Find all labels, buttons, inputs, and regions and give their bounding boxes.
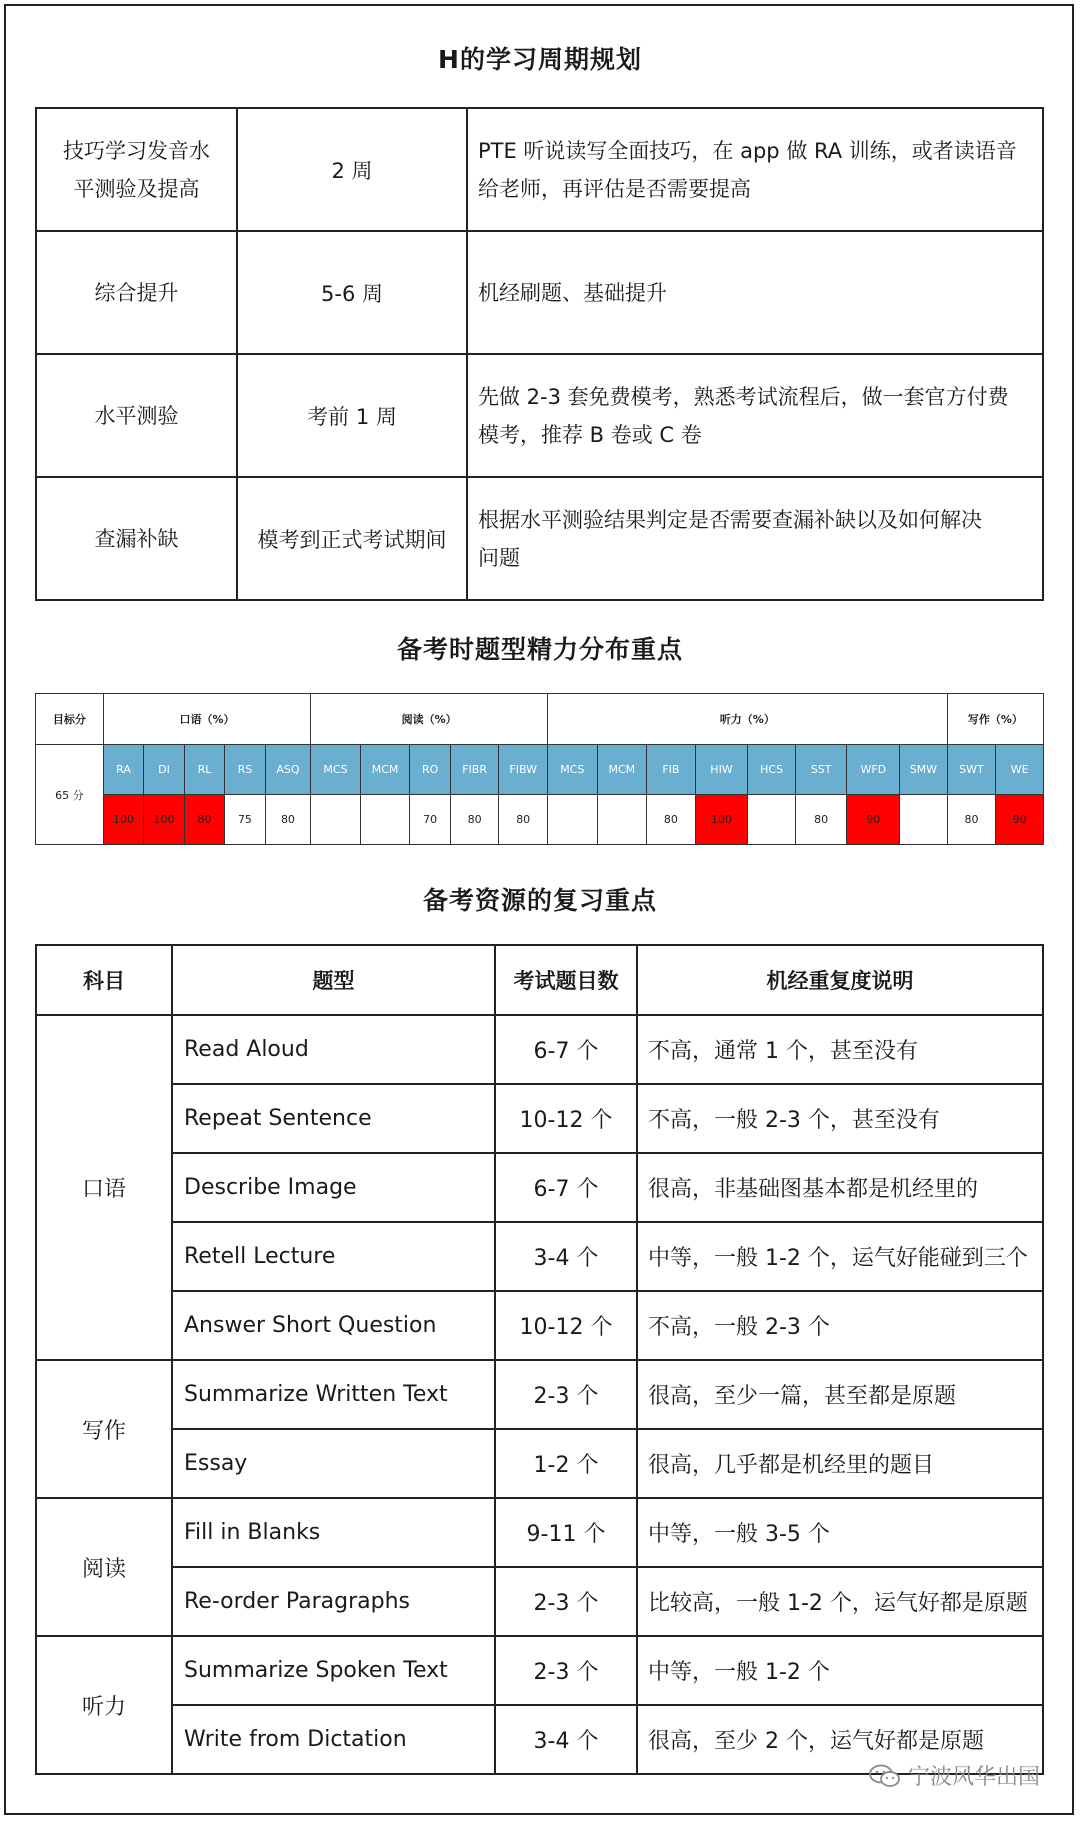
review-question-count: 2-3 个 bbox=[495, 1636, 637, 1705]
review-subject: 写作 bbox=[36, 1360, 172, 1498]
review-row bbox=[36, 1567, 1043, 1636]
focus-value-cell: 100 bbox=[695, 795, 748, 845]
focus-type-cell: FIBR bbox=[450, 745, 499, 795]
focus-value-cell: 80 bbox=[499, 795, 548, 845]
review-row bbox=[36, 1429, 1043, 1498]
watermark bbox=[868, 1760, 1040, 1791]
focus-type-cell: RO bbox=[410, 745, 450, 795]
review-question-type: Fill in Blanks bbox=[172, 1498, 495, 1567]
focus-value-cell: 100 bbox=[144, 795, 184, 845]
focus-type-cell: SMW bbox=[900, 745, 948, 795]
focus-type-cell: RA bbox=[103, 745, 143, 795]
focus-value-cell bbox=[547, 795, 597, 845]
plan-row bbox=[36, 477, 1043, 600]
plan-phase-line: 查漏补缺 bbox=[94, 526, 179, 551]
review-question-count: 1-2 个 bbox=[495, 1429, 637, 1498]
focus-value-cell bbox=[900, 795, 948, 845]
review-table bbox=[35, 944, 1044, 1775]
plan-phase bbox=[36, 354, 237, 477]
plan-duration: 2 周 bbox=[237, 108, 467, 231]
focus-type-cell: WFD bbox=[847, 745, 900, 795]
review-question-count: 2-3 个 bbox=[495, 1567, 637, 1636]
focus-target-value: 65 分 bbox=[36, 745, 104, 845]
focus-value-cell bbox=[748, 795, 796, 845]
review-repeat-desc: 不高，通常 1 个，甚至没有 bbox=[637, 1015, 1043, 1084]
plan-detail-line: PTE 听说读写全面技巧，在 app 做 RA 训练，或者读语音 bbox=[478, 138, 1017, 163]
review-header-row bbox=[36, 945, 1043, 1015]
focus-type-cell: MCM bbox=[360, 745, 410, 795]
review-question-count: 3-4 个 bbox=[495, 1222, 637, 1291]
focus-type-cell: HIW bbox=[695, 745, 748, 795]
focus-value-cell bbox=[360, 795, 410, 845]
focus-type-cell: SWT bbox=[947, 745, 996, 795]
plan-phase bbox=[36, 477, 237, 600]
review-question-count: 9-11 个 bbox=[495, 1498, 637, 1567]
review-repeat-desc: 很高，至少 2 个，运气好都是原题 bbox=[637, 1705, 1043, 1774]
focus-type-cell: FIB bbox=[647, 745, 696, 795]
review-header-count: 考试题目数 bbox=[495, 945, 637, 1015]
focus-title: 备考时题型精力分布重点 bbox=[396, 635, 683, 664]
focus-value-cell: 80 bbox=[184, 795, 224, 845]
focus-target-header: 目标分 bbox=[36, 694, 104, 745]
plan-phase bbox=[36, 231, 237, 354]
review-question-type: Repeat Sentence bbox=[172, 1084, 495, 1153]
plan-phase-line: 技巧学习发音水 bbox=[63, 138, 210, 163]
wechat-icon bbox=[868, 1764, 902, 1788]
plan-detail bbox=[467, 477, 1043, 600]
focus-value-cell: 75 bbox=[225, 795, 265, 845]
review-question-type: Re-order Paragraphs bbox=[172, 1567, 495, 1636]
review-header-subject: 科目 bbox=[36, 945, 172, 1015]
review-question-type: Write from Dictation bbox=[172, 1705, 495, 1774]
plan-phase bbox=[36, 108, 237, 231]
review-question-type: Describe Image bbox=[172, 1153, 495, 1222]
focus-type-cell: DI bbox=[144, 745, 184, 795]
review-question-count: 6-7 个 bbox=[495, 1153, 637, 1222]
focus-distribution-table bbox=[35, 693, 1044, 845]
plan-row bbox=[36, 354, 1043, 477]
focus-value-cell: 80 bbox=[947, 795, 996, 845]
plan-detail bbox=[467, 231, 1043, 354]
plan-duration: 5-6 周 bbox=[237, 231, 467, 354]
review-row bbox=[36, 1084, 1043, 1153]
plan-detail-line: 机经刷题、基础提升 bbox=[478, 280, 667, 305]
review-header-desc: 机经重复度说明 bbox=[637, 945, 1043, 1015]
review-title: 备考资源的复习重点 bbox=[422, 886, 657, 915]
focus-value-cell bbox=[597, 795, 647, 845]
focus-value-cell: 80 bbox=[647, 795, 696, 845]
review-header-type: 题型 bbox=[172, 945, 495, 1015]
focus-type-cell: RL bbox=[184, 745, 224, 795]
focus-type-cell: MCS bbox=[311, 745, 361, 795]
plan-phase-line: 平测验及提高 bbox=[73, 176, 200, 201]
review-repeat-desc: 比较高，一般 1-2 个，运气好都是原题 bbox=[637, 1567, 1043, 1636]
plan-title: H的学习周期规划 bbox=[438, 45, 642, 74]
focus-group-header: 口语（%） bbox=[103, 694, 310, 745]
review-repeat-desc: 很高，几乎都是机经里的题目 bbox=[637, 1429, 1043, 1498]
plan-detail-line: 给老师，再评估是否需要提高 bbox=[478, 176, 751, 201]
plan-duration: 模考到正式考试期间 bbox=[237, 477, 467, 600]
focus-value-cell: 90 bbox=[847, 795, 900, 845]
plan-phase-line: 综合提升 bbox=[94, 280, 179, 305]
plan-detail-line: 模考，推荐 B 卷或 C 卷 bbox=[478, 422, 702, 447]
plan-row bbox=[36, 231, 1043, 354]
focus-type-cell: SST bbox=[795, 745, 847, 795]
review-row bbox=[36, 1291, 1043, 1360]
plan-duration: 考前 1 周 bbox=[237, 354, 467, 477]
focus-type-cell: FIBW bbox=[499, 745, 548, 795]
focus-value-row bbox=[36, 795, 1044, 845]
review-question-count: 10-12 个 bbox=[495, 1291, 637, 1360]
review-subject: 口语 bbox=[36, 1015, 172, 1360]
review-row bbox=[36, 1360, 1043, 1429]
focus-type-cell: WE bbox=[996, 745, 1044, 795]
review-row bbox=[36, 1636, 1043, 1705]
focus-value-cell: 80 bbox=[450, 795, 499, 845]
plan-phase-line: 水平测验 bbox=[94, 403, 179, 428]
focus-type-cell: HCS bbox=[748, 745, 796, 795]
review-question-type: Read Aloud bbox=[172, 1015, 495, 1084]
review-question-type: Summarize Spoken Text bbox=[172, 1636, 495, 1705]
watermark-text: 宁波风华出国 bbox=[907, 1765, 1040, 1790]
review-repeat-desc: 很高，至少一篇，甚至都是原题 bbox=[637, 1360, 1043, 1429]
focus-group-header: 写作（%） bbox=[947, 694, 1043, 745]
review-repeat-desc: 中等，一般 1-2 个，运气好能碰到三个 bbox=[637, 1222, 1043, 1291]
review-subject: 听力 bbox=[36, 1636, 172, 1774]
focus-type-cell: RS bbox=[225, 745, 265, 795]
focus-group-row bbox=[36, 694, 1044, 745]
focus-type-cell: ASQ bbox=[265, 745, 311, 795]
study-plan-table bbox=[35, 107, 1044, 601]
focus-value-cell: 70 bbox=[410, 795, 450, 845]
review-question-type: Answer Short Question bbox=[172, 1291, 495, 1360]
focus-type-cell: MCS bbox=[547, 745, 597, 795]
review-subject: 阅读 bbox=[36, 1498, 172, 1636]
review-row bbox=[36, 1015, 1043, 1084]
plan-detail-line: 先做 2-3 套免费模考，熟悉考试流程后，做一套官方付费 bbox=[478, 384, 1009, 409]
review-repeat-desc: 中等，一般 3-5 个 bbox=[637, 1498, 1043, 1567]
review-question-count: 10-12 个 bbox=[495, 1084, 637, 1153]
focus-type-cell: MCM bbox=[597, 745, 647, 795]
plan-detail bbox=[467, 354, 1043, 477]
review-repeat-desc: 不高，一般 2-3 个 bbox=[637, 1291, 1043, 1360]
review-question-type: Essay bbox=[172, 1429, 495, 1498]
focus-group-header: 听力（%） bbox=[547, 694, 947, 745]
plan-detail bbox=[467, 108, 1043, 231]
plan-detail-line: 根据水平测验结果判定是否需要查漏补缺以及如何解决 bbox=[478, 507, 982, 532]
review-repeat-desc: 中等，一般 1-2 个 bbox=[637, 1636, 1043, 1705]
focus-value-cell: 90 bbox=[996, 795, 1044, 845]
review-question-type: Summarize Written Text bbox=[172, 1360, 495, 1429]
review-row bbox=[36, 1153, 1043, 1222]
review-repeat-desc: 不高，一般 2-3 个，甚至没有 bbox=[637, 1084, 1043, 1153]
review-question-count: 3-4 个 bbox=[495, 1705, 637, 1774]
focus-value-cell: 80 bbox=[795, 795, 847, 845]
review-row bbox=[36, 1498, 1043, 1567]
focus-type-row bbox=[36, 745, 1044, 795]
review-question-count: 2-3 个 bbox=[495, 1360, 637, 1429]
review-question-type: Retell Lecture bbox=[172, 1222, 495, 1291]
plan-detail-line: 问题 bbox=[478, 545, 520, 570]
review-row bbox=[36, 1222, 1043, 1291]
focus-value-cell: 100 bbox=[103, 795, 143, 845]
focus-value-cell: 80 bbox=[265, 795, 311, 845]
review-question-count: 6-7 个 bbox=[495, 1015, 637, 1084]
plan-row bbox=[36, 108, 1043, 231]
review-repeat-desc: 很高，非基础图基本都是机经里的 bbox=[637, 1153, 1043, 1222]
focus-group-header: 阅读（%） bbox=[311, 694, 548, 745]
focus-value-cell bbox=[311, 795, 361, 845]
